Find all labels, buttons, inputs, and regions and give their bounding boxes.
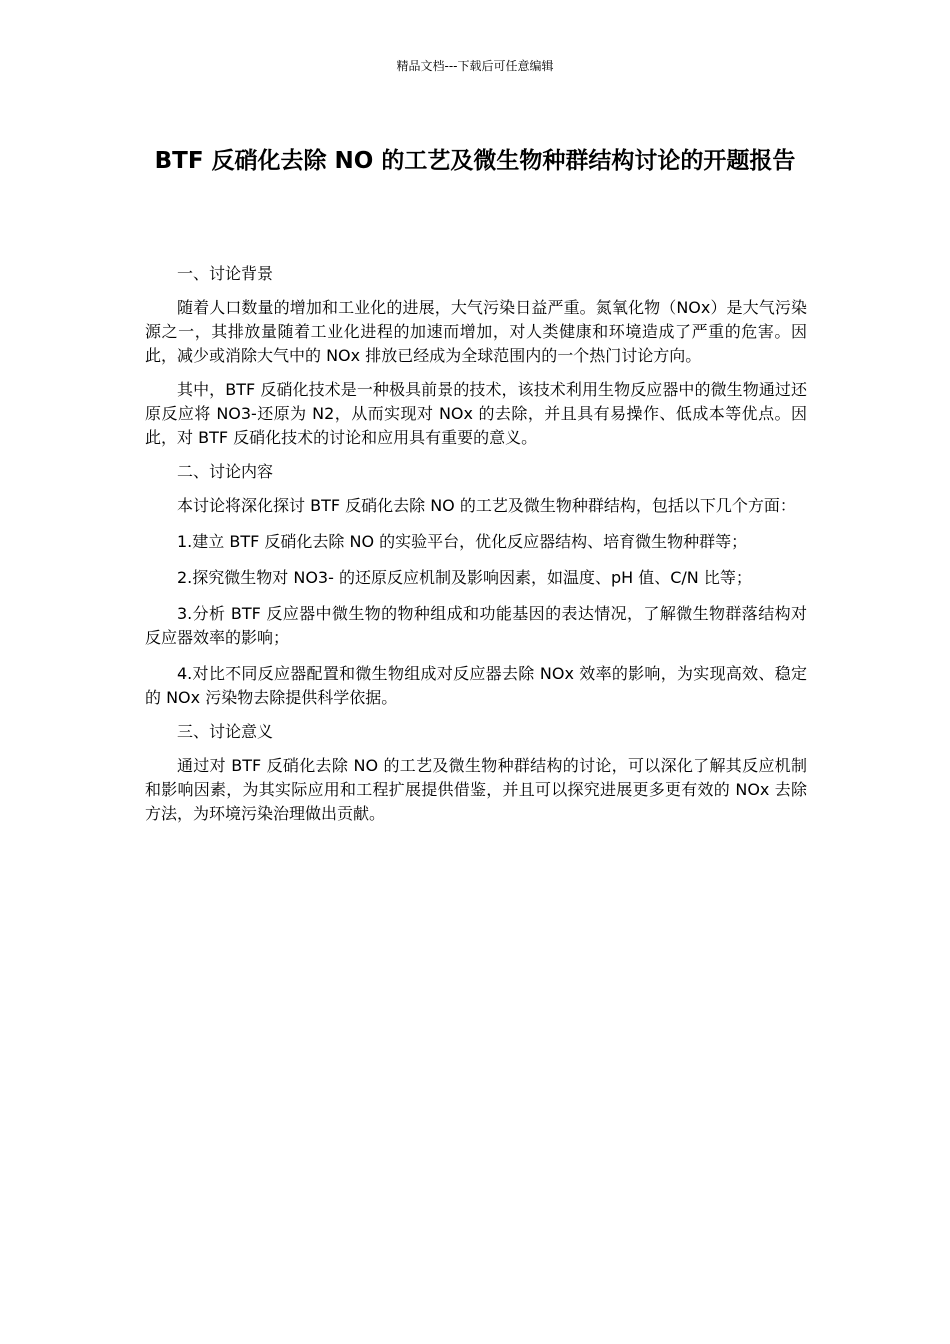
list-item-content-3: 3.分析 BTF 反应器中微生物的物种组成和功能基因的表达情况，了解微生物群落结构对反应器效率的影响； [145, 604, 807, 647]
list-item-content-1: 1.建立 BTF 反硝化去除 NO 的实验平台，优化反应器结构、培育微生物种群等； [177, 532, 748, 551]
section-heading-content: 二、讨论内容 [177, 462, 274, 481]
list-item-content-2: 2.探究微生物对 NO3- 的还原反应机制及影响因素，如温度、pH 值、C/N 比等； [177, 568, 752, 587]
document-body [145, 262, 807, 836]
section-heading-background: 一、讨论背景 [177, 264, 274, 283]
list-item-content-4: 4.对比不同反应器配置和微生物组成对反应器去除 NOx 效率的影响，为实现高效、稳定的 NOx 污染物去除提供科学依据。 [145, 664, 807, 707]
paragraph-content-intro: 本讨论将深化探讨 BTF 反硝化去除 NO 的工艺及微生物种群结构，包括以下几个方面： [177, 496, 796, 515]
paragraph-background-1: 随着人口数量的增加和工业化的进展，大气污染日益严重。氮氧化物（NOx）是大气污染源之一，其排放量随着工业化进程的加速而增加，对人类健康和环境造成了严重的危害。因此，减少或消除大气中的 NOx 排放已经成为全球范围内的一个热门讨论方向。 [145, 298, 807, 365]
document-title: BTF 反硝化去除 NO 的工艺及微生物种群结构讨论的开题报告 [154, 148, 796, 174]
paragraph-significance-1: 通过对 BTF 反硝化去除 NO 的工艺及微生物种群结构的讨论，可以深化了解其反应机制和影响因素，为其实际应用和工程扩展提供借鉴，并且可以探究进展更多更有效的 NOx 去除方法，为环境污染治理做出贡献。 [145, 756, 807, 823]
section-heading-significance: 三、讨论意义 [177, 722, 274, 741]
paragraph-background-2: 其中，BTF 反硝化技术是一种极具前景的技术，该技术利用生物反应器中的微生物通过还原反应将 NO3-还原为 N2，从而实现对 NOx 的去除，并且具有易操作、低成本等优点。因此，对 BTF 反硝化技术的讨论和应用具有重要的意义。 [145, 380, 807, 447]
header-note: 精品文档---下载后可任意编辑 [396, 59, 554, 73]
